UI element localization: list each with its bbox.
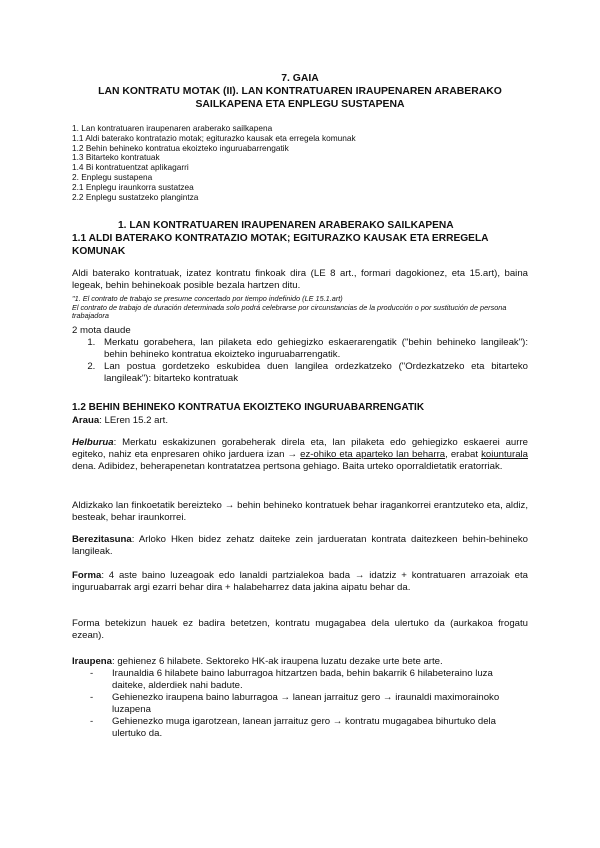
iraupena-block [72, 656, 528, 740]
section-1-heading: 1. LAN KONTRATUAREN IRAUPENAREN ARABERAKO SAILKAPENA [118, 220, 454, 231]
section-1-2-heading: 1.2 BEHIN BEHINEKO KONTRATUA EKOIZTEKO INGURUABARRENGATIK [72, 402, 425, 413]
toc-item: 1.4 Bi kontratuentzat aplikagarri [72, 162, 189, 173]
iraupena-label: Iraupena [72, 656, 112, 667]
list-item: - Gehienezko iraupena baino laburragoa → lanean jarraituz gero → iraunaldi maximorainoko luzapena [102, 692, 528, 716]
list-item: 2. Lan postua gordetzeko eskubidea duen langilea ordezkatzeko ("Ordezkatzeko eta bitarteko langileak"): bitarteko kontratuak [98, 361, 528, 385]
toc-item: 1.1 Aldi baterako kontratazio motak; egiturazko kausak eta erregela komunak [72, 132, 356, 143]
iraupena-text: : gehienez 6 hilabete. Sektoreko HK-ak iraupena luzatu dezake urte bete arte. [112, 656, 443, 667]
list-item: - Gehienezko muga igarotzean, lanean jarraituz gero → kontratu mugagabea bihurtuko dela ulertuko da. [102, 716, 528, 740]
section-1-1-heading: 1.1 ALDI BATERAKO KONTRATAZIO MOTAK; EGITURAZKO KAUSAK ETA ERREGELA KOMUNAK [72, 233, 489, 257]
araua-label: Araua [72, 415, 100, 426]
toc-item: 1.2 Behin behineko kontratua ekoizteko inguruabarrengatik [72, 142, 289, 153]
toc-item: 1.3 Bitarteko kontratuak [72, 152, 160, 163]
toc-item: 2.1 Enplegu iraunkorra sustatzea [72, 181, 194, 192]
iraupena-line [72, 656, 528, 668]
forma-betekizun-paragraph: Forma betekizun hauek ez badira betetzen, kontratu mugagabea dela ulertuko da (aurkakoa frogatu ezean). [72, 618, 528, 641]
helburua-underlined-2: koiunturala [481, 449, 529, 460]
legal-quote [72, 295, 528, 321]
forma-text: : 4 aste baino luzeagoak edo lanaldi partzialekoa bada → idatziz + kontratuaren arrazoiak eta inguruabarrak argi ezarri behar dira + halabeharrez data jakina aipatu behar da. [72, 570, 528, 593]
helburua-text: : Merkatu eskakizunen gorabeherak direla eta, lan pilaketa edo gehiegizko eskaerei aurre egiteko, nahiz eta enpresaren ohiko jarduera izan → [72, 437, 528, 460]
helburua-paragraph [72, 437, 528, 473]
toc-item: 2.2 Enplegu sustatzeko plangintza [72, 191, 199, 202]
berezitasuna-paragraph [72, 534, 528, 558]
legal-note-2: El contrato de trabajo de duración determinada solo podrá celebrarse por circunstancias de la producción o por sustitución de persona trabajadora [72, 302, 507, 321]
list-item: 1. Merkatu gorabehera, lan pilaketa edo gehiegizko eskaerarengatik ("behin behineko langileak"): behin behineko kontratua ekoizteko inguruabarrengatik. [98, 337, 528, 361]
helburua-text: , erabat [445, 449, 482, 460]
helburua-text: dena. Adibidez, beherapenetan kontratatzea pertsona gehiago. Baita urteko oporraldietatik eratorriak. [72, 461, 503, 472]
types-intro: 2 mota daude [72, 325, 131, 336]
forma-label: Forma [72, 570, 102, 581]
helburua-label: Helburua [72, 437, 114, 448]
aldizkako-paragraph: Aldizkako lan finkoetatik bereizteko → behin behineko kontratuek behar iragankorrei erantzuteko eta, aldiz, besteak, behar iraunkorrei. [72, 500, 528, 523]
chapter-title: LAN KONTRATU MOTAK (II). LAN KONTRATUAREN IRAUPENAREN ARABERAKO SAILKAPENA ETA ENPLEGU SUSTAPENA [98, 86, 502, 111]
types-block [72, 325, 528, 385]
berezitasuna-text: : Arloko Hken bidez zehatz daiteke zein jardueratan kontrata daitezkeen behin-behineko langileak. [72, 534, 528, 557]
legal-note-1: "1. El contrato de trabajo se presume concertado por tiempo indefinido (LE 15.1.art) [72, 294, 343, 303]
toc-item: 2. Enplegu sustapena [72, 171, 153, 182]
toc-item: 1. Lan kontratuaren iraupenaren araberako sailkapena [72, 123, 273, 133]
helburua-underlined-1: ez-ohiko eta aparteko lan beharra [300, 449, 446, 460]
araua-line [72, 415, 528, 427]
berezitasuna-label: Berezitasuna [72, 534, 132, 545]
table-of-contents [72, 124, 528, 202]
section-1-1-paragraph: Aldi baterako kontratuak, izatez kontratu finkoak dira (LE 8 art., formari dagokionez, eta 15.art), baina legeak, behin behinekoak posible bezala hartzen ditu. [72, 268, 528, 291]
araua-text: : LEren 15.2 art. [99, 415, 168, 426]
list-item: - Iraunaldia 6 hilabete baino laburragoa hitzartzen bada, behin bakarrik 6 hilabeteraino luza daiteke, alderdiek nahi badute. [102, 668, 528, 692]
chapter-number: 7. GAIA [281, 73, 319, 84]
forma-paragraph [72, 570, 528, 594]
document-header [72, 72, 528, 112]
